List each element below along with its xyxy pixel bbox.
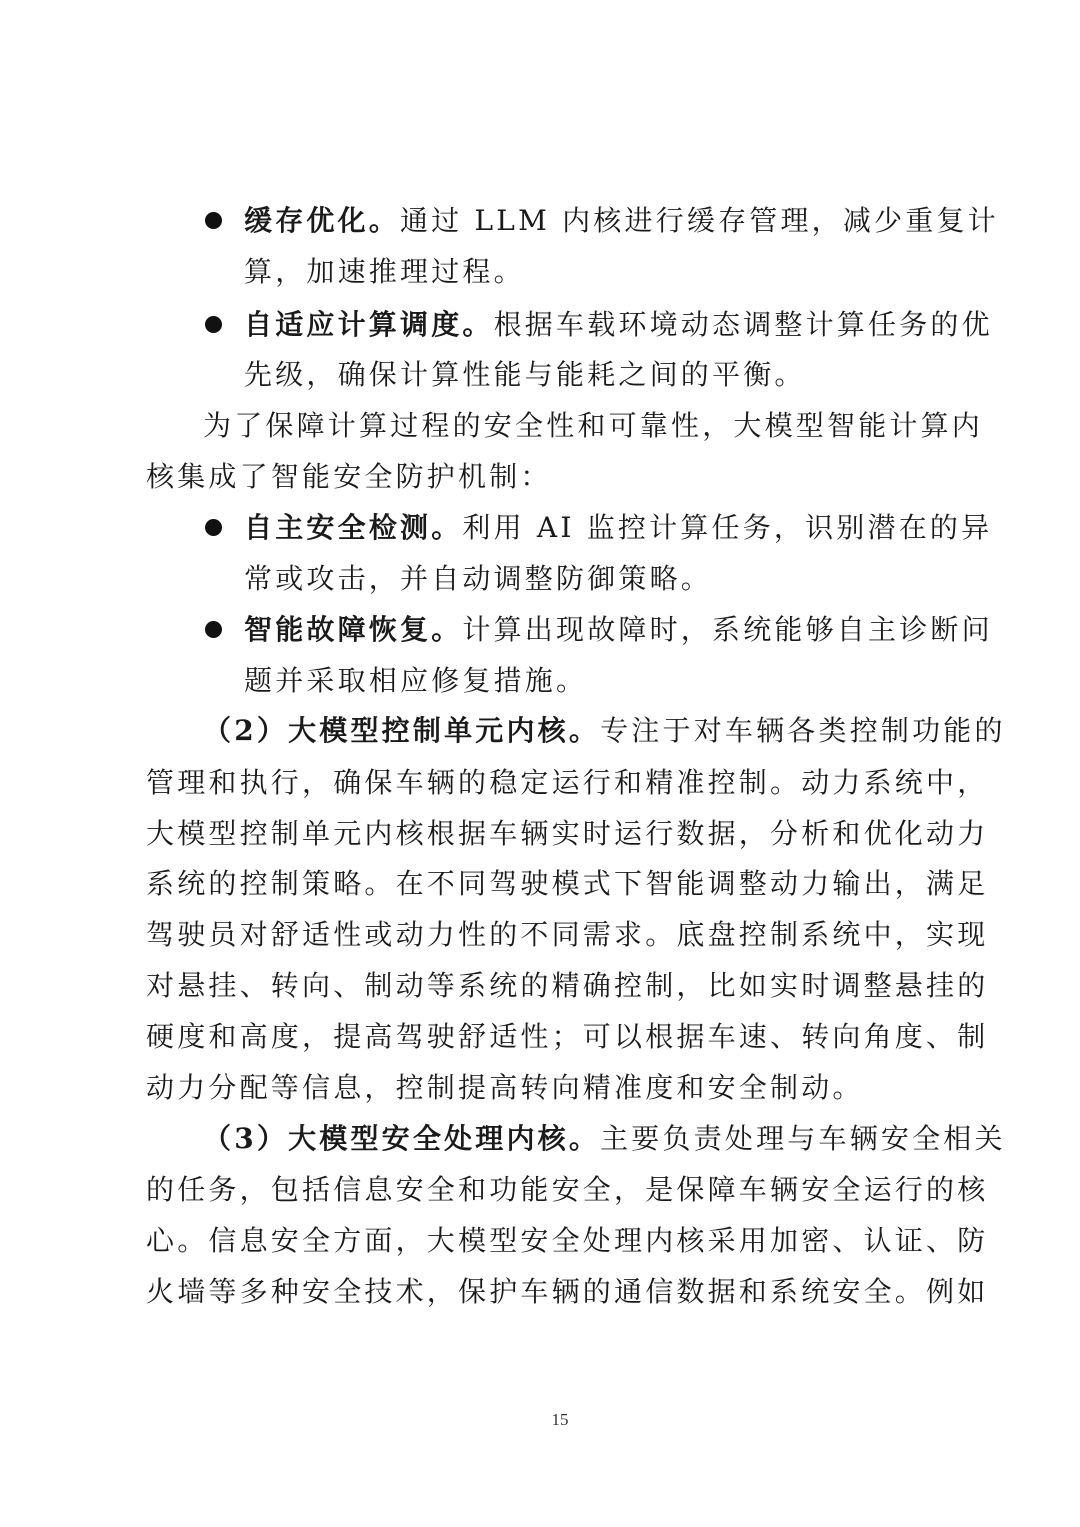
paragraph-text: 专注于对车辆各类控制功能的 [600, 714, 1006, 747]
paragraph-text: 驾驶员对舒适性或动力性的不同需求。底盘控制系统中，实现 [146, 918, 989, 951]
paragraph-line [146, 459, 552, 495]
bullet-title: 智能故障恢复。 [244, 613, 463, 646]
bullet-icon [205, 212, 222, 229]
paragraph-text: 的任务，包括信息安全和功能安全，是保障车辆安全运行的核 [146, 1173, 989, 1206]
paragraph-line [146, 917, 988, 953]
paragraph-text: 系统的控制策略。在不同驾驶模式下智能调整动力输出，满足 [146, 867, 989, 900]
paragraph-line [146, 1274, 988, 1310]
bullet-text: 先级，确保计算性能与能耗之间的平衡。 [244, 358, 806, 391]
bullet-title: 缓存优化。 [244, 204, 401, 237]
paragraph-line [203, 408, 983, 444]
paragraph-text: 对悬挂、转向、制动等系统的精确控制，比如实时调整悬挂的 [146, 969, 989, 1002]
paragraph-line [146, 866, 988, 902]
page-number: 15 [551, 1410, 569, 1429]
bullet-line-continued [244, 254, 525, 290]
section-heading-line [203, 713, 1006, 749]
paragraph-line [146, 968, 988, 1004]
bullet-line [244, 510, 992, 546]
paragraph-line [146, 1070, 864, 1106]
paragraph-text: 心。信息安全方面，大模型安全处理内核采用加密、认证、防 [146, 1224, 989, 1257]
bullet-text: 利用 AI 监控计算任务，识别潜在的异 [462, 511, 993, 544]
section-heading: （2）大模型控制单元内核。 [203, 714, 601, 747]
bullet-title: 自适应计算调度。 [244, 308, 494, 341]
bullet-title: 自主安全检测。 [244, 511, 463, 544]
bullet-text: 算，加速推理过程。 [244, 255, 525, 288]
paragraph-text: 核集成了智能安全防护机制： [146, 460, 552, 493]
paragraph-text: 管理和执行，确保车辆的稳定运行和精准控制。动力系统中， [146, 766, 989, 799]
bullet-text: 计算出现故障时，系统能够自主诊断问 [462, 613, 993, 646]
bullet-line [244, 203, 999, 239]
paragraph-text: 主要负责处理与车辆安全相关 [600, 1122, 1006, 1155]
paragraph-text: 大模型控制单元内核根据车辆实时运行数据，分析和优化动力 [146, 817, 989, 850]
bullet-text: 通过 LLM 内核进行缓存管理，减少重复计 [400, 204, 999, 237]
bullet-text: 题并采取相应修复措施。 [244, 664, 588, 697]
paragraph-text: 动力分配等信息，控制提高转向精准度和安全制动。 [146, 1071, 864, 1104]
bullet-icon [205, 621, 222, 638]
paragraph-line [146, 1019, 988, 1055]
bullet-line-continued [244, 561, 712, 597]
bullet-line-continued [244, 357, 806, 393]
paragraph-line [146, 765, 988, 801]
bullet-text: 常或攻击，并自动调整防御策略。 [244, 562, 713, 595]
paragraph-line [146, 816, 988, 852]
bullet-line [244, 307, 993, 343]
paragraph-text: 火墙等多种安全技术，保护车辆的通信数据和系统安全。例如 [146, 1275, 989, 1308]
bullet-line-continued [244, 663, 587, 699]
paragraph-line [146, 1172, 988, 1208]
bullet-icon [205, 316, 222, 333]
paragraph-text: 为了保障计算过程的安全性和可靠性，大模型智能计算内 [203, 409, 984, 442]
bullet-text: 根据车载环境动态调整计算任务的优 [493, 308, 993, 341]
paragraph-line [146, 1223, 988, 1259]
paragraph-text: 硬度和高度，提高驾驶舒适性；可以根据车速、转向角度、制 [146, 1020, 989, 1053]
bullet-icon [205, 519, 222, 536]
bullet-line [244, 612, 993, 648]
section-heading: （3）大模型安全处理内核。 [203, 1122, 601, 1155]
section-heading-line [203, 1121, 1006, 1157]
